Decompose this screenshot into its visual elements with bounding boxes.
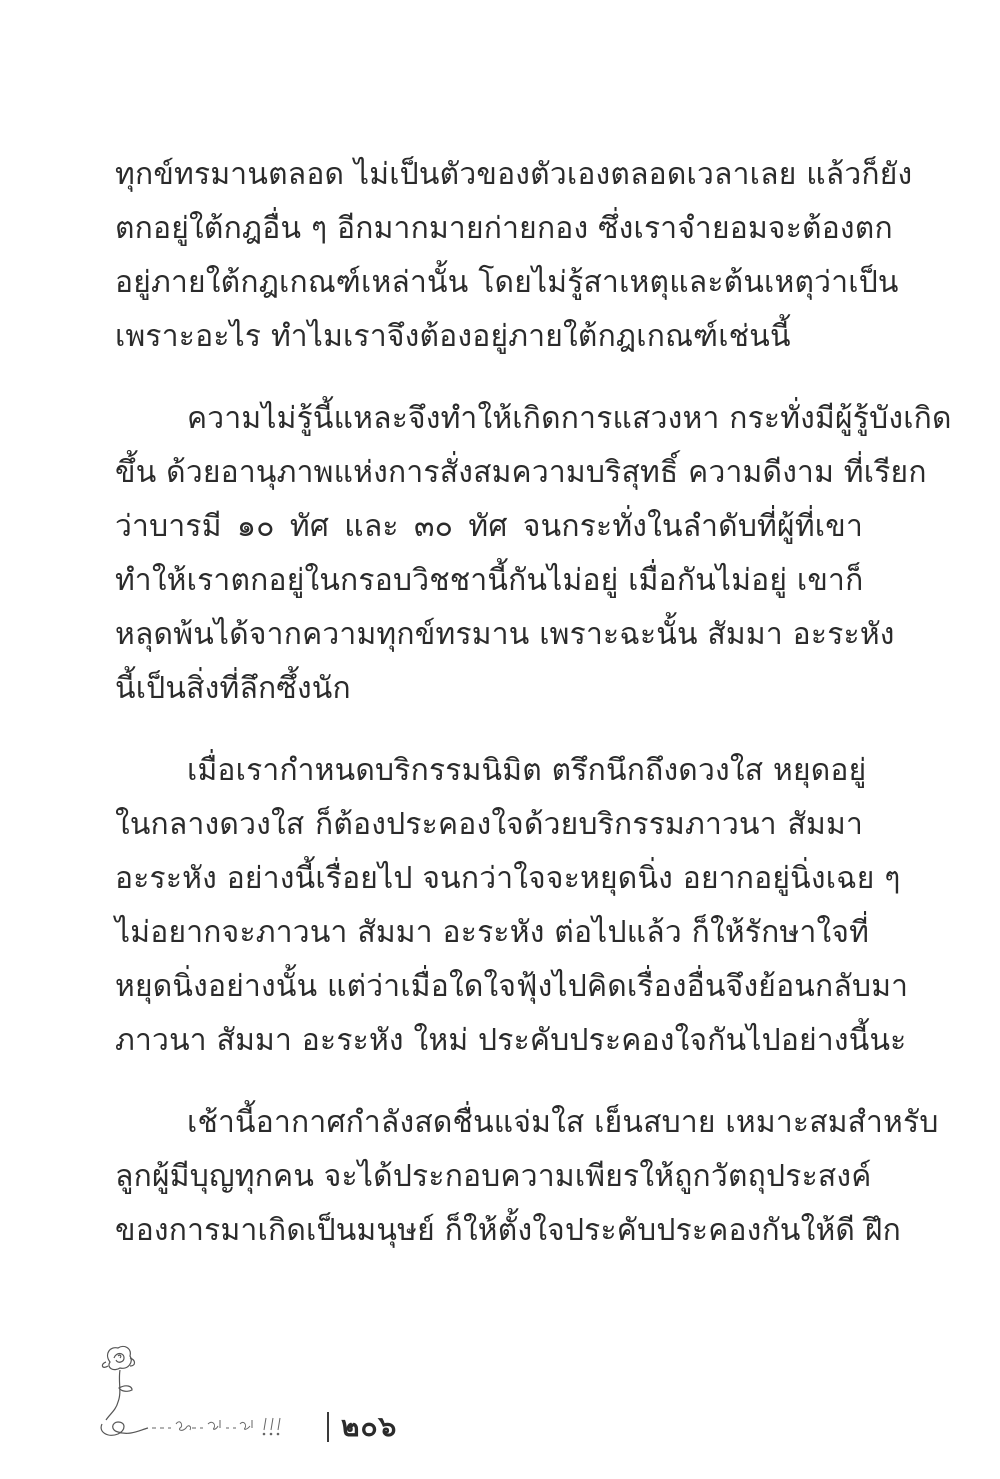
- paragraph-4: [115, 1096, 939, 1258]
- body-text: [115, 148, 952, 1286]
- text-line: ไม่อยากจะภาวนา สัมมา อะระหัง ต่อไปแล้ว ก็ให้รักษาใจที่: [115, 915, 870, 950]
- text-line: ขึ้น ด้วยอานุภาพแห่งการสั่งสมความบริสุทธิ์ ความดีงาม ที่เรียก: [115, 455, 927, 490]
- rose-logo-icon: [96, 1340, 336, 1440]
- text-line: หลุดพ้นได้จากความทุกข์ทรมาน เพราะฉะนั้น สัมมา อะระหัง: [115, 617, 895, 652]
- text-line: อะระหัง อย่างนี้เรื่อยไป จนกว่าใจจะหยุดนิ่ง อยากอยู่นิ่งเฉย ๆ: [115, 861, 901, 896]
- footer-separator: [327, 1412, 329, 1442]
- page-footer: [96, 1340, 436, 1443]
- text-line: เช้านี้อากาศกำลังสดชื่นแจ่มใส เย็นสบาย เหมาะสมสำหรับ: [187, 1105, 939, 1140]
- text-line: ในกลางดวงใส ก็ต้องประคองใจด้วยบริกรรมภาวนา สัมมา: [115, 807, 863, 842]
- paragraph-1: [115, 148, 913, 364]
- paragraph-3: [115, 744, 909, 1068]
- text-line: อยู่ภายใต้กฎเกณฑ์เหล่านั้น โดยไม่รู้สาเหตุและต้นเหตุว่าเป็น: [115, 265, 899, 300]
- text-line: ทำให้เราตกอยู่ในกรอบวิชชานี้กันไม่อยู่ เมื่อกันไม่อยู่ เขาก็: [115, 563, 864, 598]
- text-line: ตกอยู่ใต้กฎอื่น ๆ อีกมากมายก่ายกอง ซึ่งเราจำยอมจะต้องตก: [115, 211, 893, 246]
- text-line: นี้เป็นสิ่งที่ลึกซึ้งนัก: [115, 671, 351, 706]
- text-line: ว่าบารมี ๑๐ ทัศ และ ๓๐ ทัศ จนกระทั่งในลำดับที่ผู้ที่เขา: [115, 509, 863, 544]
- text-line: ของการมาเกิดเป็นมนุษย์ ก็ให้ตั้งใจประคับประคองกันให้ดี ฝึก: [115, 1213, 901, 1248]
- text-line: ภาวนา สัมมา อะระหัง ใหม่ ประคับประคองใจกันไปอย่างนี้นะ: [115, 1023, 907, 1058]
- text-line: ทุกข์ทรมานตลอด ไม่เป็นตัวของตัวเองตลอดเวลาเลย แล้วก็ยัง: [115, 157, 913, 192]
- text-line: ลูกผู้มีบุญทุกคน จะได้ประกอบความเพียรให้ถูกวัตถุประสงค์: [115, 1159, 872, 1194]
- text-line: เมื่อเรากำหนดบริกรรมนิมิต ตรึกนึกถึงดวงใส หยุดอยู่: [187, 753, 867, 788]
- paragraph-2: [115, 392, 952, 716]
- text-line: ความไม่รู้นี้แหละจึงทำให้เกิดการแสวงหา กระทั่งมีผู้รู้บังเกิด: [187, 401, 952, 436]
- text-line: เพราะอะไร ทำไมเราจึงต้องอยู่ภายใต้กฎเกณฑ์เช่นนี้: [115, 319, 791, 354]
- text-line: หยุดนิ่งอย่างนั้น แต่ว่าเมื่อใดใจฟุ้งไปคิดเรื่องอื่นจึงย้อนกลับมา: [115, 969, 909, 1004]
- page-number: ๒๐๖: [341, 1410, 398, 1443]
